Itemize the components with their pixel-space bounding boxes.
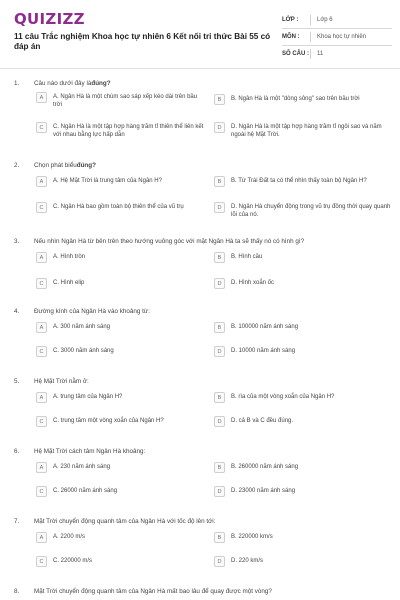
option-text: B. Từ Trái Đất ta có thể nhìn thấy toàn bộ Ngân H? xyxy=(231,178,367,184)
question-number: 8. xyxy=(14,588,20,595)
option-a[interactable] xyxy=(36,322,206,333)
option-text: C. Hình elip xyxy=(53,280,85,286)
option-letter-badge: A xyxy=(36,92,47,103)
option-c[interactable] xyxy=(36,486,206,497)
question-text xyxy=(34,80,384,87)
option-letter-badge: B xyxy=(214,176,225,187)
option-letter-badge: D xyxy=(214,346,225,357)
option-b[interactable] xyxy=(214,532,394,543)
meta-separator xyxy=(310,15,311,25)
option-d[interactable] xyxy=(214,122,394,139)
option-letter-badge: A xyxy=(36,322,47,333)
option-a[interactable] xyxy=(36,462,206,473)
page-title: 11 câu Trắc nghiệm Khoa học tự nhiên 6 Kết nối tri thức Bài 55 có đáp án xyxy=(14,32,271,52)
option-text: C. trung tâm một vòng xoắn của Ngân H? xyxy=(53,418,164,424)
meta-box xyxy=(282,12,392,62)
meta-separator xyxy=(310,32,311,42)
question-text xyxy=(34,162,384,169)
option-text: B. 100000 năm ánh sáng xyxy=(231,324,299,330)
meta-label: MÔN : xyxy=(282,34,300,40)
question-text xyxy=(34,378,384,385)
option-text: B. Hình cầu xyxy=(231,254,263,260)
option-text: D. 23000 năm ánh sáng xyxy=(231,488,296,494)
option-letter-badge: D xyxy=(214,202,225,213)
meta-row-subject xyxy=(282,29,392,46)
option-letter-badge: C xyxy=(36,486,47,497)
option-text: A. 2200 m/s xyxy=(53,534,86,540)
meta-label: LỚP : xyxy=(282,17,299,23)
question-text-emphasis: đúng? xyxy=(76,162,96,169)
option-letter-badge: A xyxy=(36,252,47,263)
header-divider xyxy=(0,68,400,69)
option-letter-badge: C xyxy=(36,278,47,289)
question-text-emphasis: đúng? xyxy=(91,80,111,87)
option-letter-badge: C xyxy=(36,416,47,427)
option-text: B. 260000 năm ánh sáng xyxy=(231,464,299,470)
option-a[interactable] xyxy=(36,532,206,543)
option-c[interactable] xyxy=(36,122,206,139)
question-text-main: Mặt Trời chuyển động quanh tâm của Ngân Hà mất bao lâu để quay được một vòng? xyxy=(34,588,272,595)
option-text: B. 220000 km/s xyxy=(231,534,273,540)
option-c[interactable] xyxy=(36,556,206,567)
quizizz-logo[interactable]: QUIZIZZ xyxy=(14,10,85,28)
option-letter-badge: D xyxy=(214,486,225,497)
question-text-main: Chọn phát biểu xyxy=(34,162,77,169)
option-a[interactable] xyxy=(36,392,206,403)
option-b[interactable] xyxy=(214,176,394,187)
question-number: 2. xyxy=(14,162,20,169)
option-text: D. 10000 năm ánh sáng xyxy=(231,348,296,354)
option-text: C. Ngân Hà là một tập hợp hàng trăm tỉ thiên thể liên kết với nhau bằng lực hấp dẫn xyxy=(53,124,204,139)
question-text xyxy=(34,308,384,315)
option-a[interactable] xyxy=(36,176,206,187)
option-a[interactable] xyxy=(36,252,206,263)
option-b[interactable] xyxy=(214,392,394,403)
option-d[interactable] xyxy=(214,556,394,567)
question-text-main: Câu nào dưới đây là xyxy=(34,80,92,87)
option-letter-badge: C xyxy=(36,202,47,213)
option-text: D. Hình xoắn ốc xyxy=(231,280,275,286)
question-text xyxy=(34,238,384,245)
question-number: 3. xyxy=(14,238,20,245)
option-c[interactable] xyxy=(36,416,206,427)
meta-value: 11 xyxy=(317,51,324,57)
option-letter-badge: D xyxy=(214,556,225,567)
option-letter-badge: B xyxy=(214,392,225,403)
option-letter-badge: C xyxy=(36,556,47,567)
question-number: 5. xyxy=(14,378,20,385)
option-text: A. Hình tròn xyxy=(53,254,86,260)
meta-value: Lớp 6 xyxy=(317,17,333,23)
question-text-main: Hệ Mặt Trời cách tâm Ngân Hà khoảng: xyxy=(34,448,146,455)
option-c[interactable] xyxy=(36,278,206,289)
question-number: 4. xyxy=(14,308,20,315)
meta-value: Khoa học tự nhiên xyxy=(317,34,367,40)
question-text xyxy=(34,588,384,595)
option-b[interactable] xyxy=(214,322,394,333)
option-b[interactable] xyxy=(214,252,394,263)
option-d[interactable] xyxy=(214,416,394,427)
header xyxy=(0,0,400,64)
option-text: C. Ngân Hà bao gồm toàn bộ thiên thể của vũ trụ xyxy=(53,204,184,210)
question-text-main: Nếu nhìn Ngân Hà từ bên trên theo hướng vuông góc với mặt Ngân Hà ta sẽ thấy nó có hình gì? xyxy=(34,238,305,245)
question-text-main: Hệ Mặt Trời nằm ở: xyxy=(34,378,89,385)
option-text: A. 300 năm ánh sáng xyxy=(53,324,111,330)
option-a[interactable] xyxy=(36,92,206,109)
option-text: A. 230 năm ánh sáng xyxy=(53,464,111,470)
question-text xyxy=(34,448,384,455)
option-text: D. Ngân Hà là một tập hợp hàng trăm tỉ ngôi sao và năm ngoài hệ Mặt Trời. xyxy=(231,124,382,139)
option-letter-badge: A xyxy=(36,462,47,473)
question-number: 6. xyxy=(14,448,20,455)
question-text-main: Mặt Trời chuyển động quanh tâm của Ngân Hà với tốc độ lên tới: xyxy=(34,518,216,525)
meta-row-class xyxy=(282,12,392,29)
option-text: A. trung tâm của Ngân H? xyxy=(53,394,123,400)
option-letter-badge: D xyxy=(214,278,225,289)
option-d[interactable] xyxy=(214,202,394,219)
option-text: D. 220 km/s xyxy=(231,558,264,564)
option-letter-badge: C xyxy=(36,122,47,133)
option-letter-badge: B xyxy=(214,94,225,105)
option-letter-badge: D xyxy=(214,122,225,133)
option-letter-badge: A xyxy=(36,532,47,543)
meta-separator xyxy=(310,49,311,59)
option-text: C. 26000 năm ánh sáng xyxy=(53,488,118,494)
question-number: 7. xyxy=(14,518,20,525)
option-text: D. cả B và C đều đúng. xyxy=(231,418,294,424)
meta-row-count xyxy=(282,46,392,62)
question-number: 1. xyxy=(14,80,20,87)
option-d[interactable] xyxy=(214,278,394,289)
option-text: B. rìa của một vòng xoắn của Ngân H? xyxy=(231,394,335,400)
option-d[interactable] xyxy=(214,486,394,497)
option-letter-badge: A xyxy=(36,392,47,403)
option-b[interactable] xyxy=(214,94,394,105)
meta-label: SỐ CÂU : xyxy=(282,51,309,57)
option-b[interactable] xyxy=(214,462,394,473)
option-letter-badge: B xyxy=(214,322,225,333)
option-d[interactable] xyxy=(214,346,394,357)
option-c[interactable] xyxy=(36,202,206,213)
option-letter-badge: D xyxy=(214,416,225,427)
option-letter-badge: B xyxy=(214,532,225,543)
question-text-main: Đường kính của Ngân Hà vào khoảng từ: xyxy=(34,308,150,315)
option-letter-badge: B xyxy=(214,462,225,473)
option-text: C. 220000 m/s xyxy=(53,558,93,564)
option-text: C. 3000 năm ánh sáng xyxy=(53,348,114,354)
option-text: A. Ngân Hà là một chùm sao sáp xếp kéo dài trên bầu trời xyxy=(53,94,198,109)
option-letter-badge: B xyxy=(214,252,225,263)
option-letter-badge: C xyxy=(36,346,47,357)
option-c[interactable] xyxy=(36,346,206,357)
option-text: A. Hệ Mặt Trời là trung tâm của Ngân H? xyxy=(53,178,162,184)
option-text: B. Ngân Hà là một "dòng sông" sao trên bầu trời xyxy=(231,96,360,102)
question-text xyxy=(34,518,384,525)
option-text: D. Ngân Hà chuyển động trong vũ trụ đồng thời quay quanh lõi của nó. xyxy=(231,204,391,219)
option-letter-badge: A xyxy=(36,176,47,187)
